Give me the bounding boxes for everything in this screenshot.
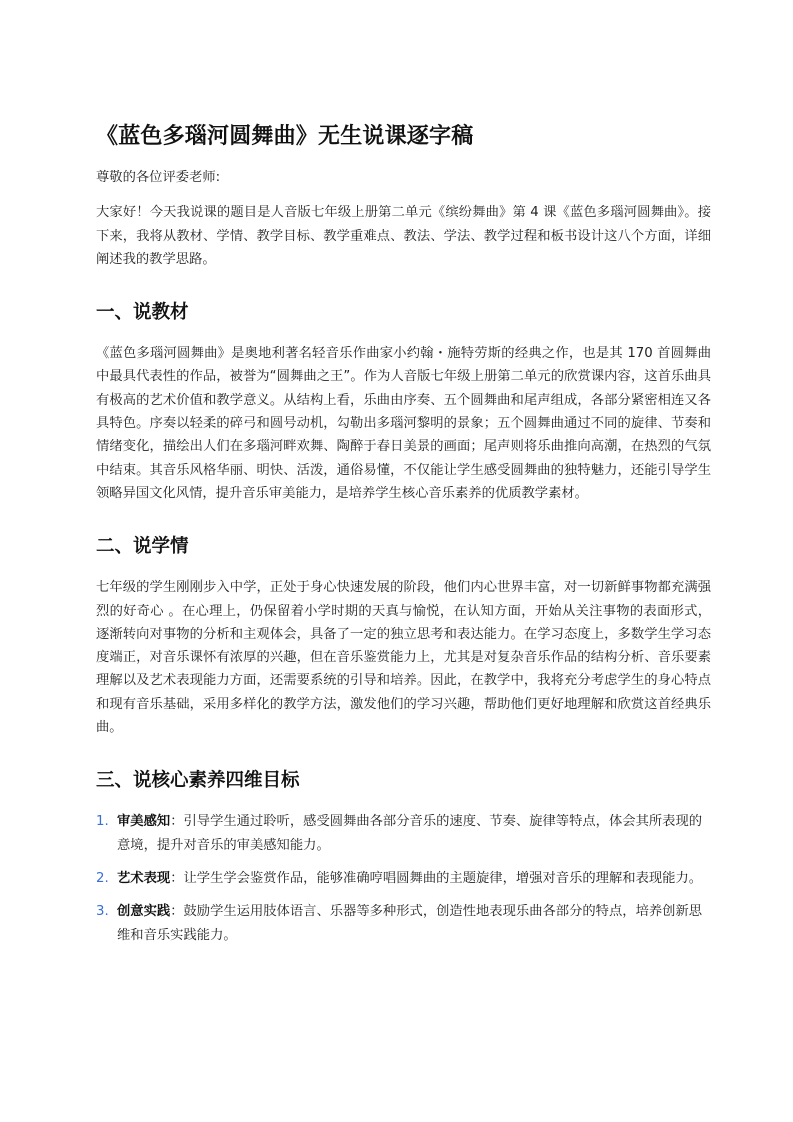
goal-text: ：引导学生通过聆听，感受圆舞曲各部分音乐的速度、节奏、旋律等特点，体会其所表现的意境，提升对音乐的审美感知能力。 (117, 814, 703, 853)
goal-text: ：鼓励学生运用肢体语言、乐器等多种形式，创造性地表现乐曲各部分的特点，培养创新思维和音乐实践能力。 (117, 904, 703, 943)
goal-item-aesthetic (96, 810, 711, 857)
intro-paragraph: 大家好！今天我说课的题目是人音版七年级上册第二单元《缤纷舞曲》第 4 课《蓝色多瑙河圆舞曲》。接下来，我将从教材、学情、教学目标、教学重难点、教法、学法、教学过程和板书设计这八个方面，详细阐述我的教学思路。 (96, 205, 711, 267)
section-heading-students: 二、说学情 (96, 536, 189, 558)
section-heading-textbook: 一、说教材 (96, 302, 189, 324)
textbook-paragraph: 《蓝色多瑙河圆舞曲》是奥地利著名轻音乐作曲家小约翰・施特劳斯的经典之作，也是其 170 首圆舞曲中最具代表性的作品，被誉为“圆舞曲之王”。作为人音版七年级上册第二单元的欣赏课内容，这首乐曲具有极高的艺术价值和教学意义。从结构上看，乐曲由序奏、五个圆舞曲和尾声组成，各部分紧密相连又各具特色。序奏以轻柔的碎弓和圆号动机，勾勒出多瑙河黎明的景象；五个圆舞曲通过不同的旋律、节奏和情绪变化，描绘出人们在多瑙河畔欢舞、陶醉于春日美景的画面；尾声则将乐曲推向高潮，在热烈的气氛中结束。其音乐风格华丽、明快、活泼，通俗易懂，不仅能让学生感受圆舞曲的独特魅力，还能引导学生领略异国文化风情，提升音乐审美能力，是培养学生核心音乐素养的优质教学素材。 (96, 346, 711, 501)
goals-list (96, 810, 711, 946)
goal-item-expression (96, 867, 711, 890)
goal-number: 1. (96, 814, 109, 830)
goal-number: 2. (96, 870, 109, 886)
goal-term: 艺术表现 (117, 870, 171, 886)
greeting-paragraph: 尊敬的各位评委老师: (96, 170, 221, 185)
goal-term: 审美感知 (117, 814, 171, 830)
goal-term: 创意实践 (117, 904, 171, 920)
students-paragraph: 七年级的学生刚刚步入中学，正处于身心快速发展的阶段，他们内心世界丰富，对一切新鲜事物都充满强烈的好奇心 。在心理上，仍保留着小学时期的天真与愉悦，在认知方面，开始从关注事物的表面形式，逐渐转向对事物的分析和主观体会，具备了一定的独立思考和表达能力。在学习态度上，多数学生学习态度端正，对音乐课怀有浓厚的兴趣，但在音乐鉴赏能力上，尤其是对复杂音乐作品的结构分析、音乐要素理解以及艺术表现能力方面，还需要系统的引导和培养。因此，在教学中，我将充分考虑学生的身心特点和现有音乐基础，采用多样化的教学方法，激发他们的学习兴趣，帮助他们更好地理解和欣赏这首经典乐曲。 (96, 580, 711, 736)
goal-text: ：让学生学会鉴赏作品，能够准确哼唱圆舞曲的主题旋律，增强对音乐的理解和表现能力。 (170, 870, 703, 886)
section-heading-goals: 三、说核心素养四维目标 (96, 770, 300, 792)
goal-item-creative (96, 900, 711, 947)
document-page (96, 118, 711, 957)
document-title: 《蓝色多瑙河圆舞曲》无生说课逐字稿 (96, 124, 474, 149)
goal-number: 3. (96, 904, 109, 920)
